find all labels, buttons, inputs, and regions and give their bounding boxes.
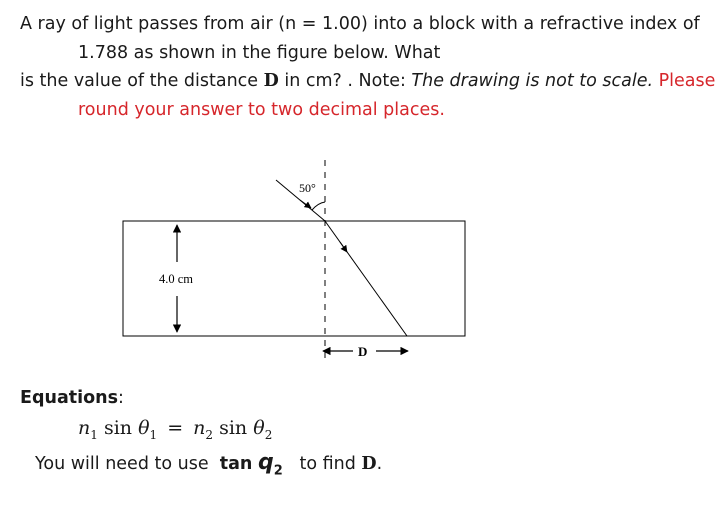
formula-sin1: sin [103,417,133,439]
formula-n2-sub: 2 [205,427,214,442]
hint-q2 [257,450,283,479]
hint-q: q [257,450,274,475]
formula-theta1: θ [138,417,150,439]
incidence-angle-arc [312,202,325,210]
thickness-label: 4.0 cm [159,272,194,286]
hint-text-a: You will need to use [35,454,209,474]
equations-heading [20,388,124,408]
formula-n1: n [78,417,91,439]
hint-q-sub: 2 [273,463,283,479]
question-instruction-red-2: round your answer to two decimal places. [78,100,445,120]
question-text-2: 1.788 as shown in the figure below. What [78,43,441,63]
incident-ray-arrow [300,200,311,208]
snell-law-formula [78,417,272,442]
question-text-3b: in cm? . Note: [278,71,412,91]
question-text-1: A ray of light passes from air (n = 1.00) into a block with a refractive index of [20,14,700,34]
question-variable-D: D [263,71,279,91]
formula-theta2-sub: 2 [264,427,273,442]
formula-equals: = [167,417,184,439]
equations-heading-colon: : [118,388,124,408]
question-text-3a: is the value of the distance [20,71,264,91]
hint-text-b: to find [299,454,356,474]
formula-n2: n [193,417,206,439]
formula-n1-sub: 1 [90,427,98,442]
question-note-italic: The drawing is not to scale. [411,71,654,91]
refracted-ray [325,221,407,336]
refracted-ray-arrow [340,242,347,252]
question-instruction-red-1: Please [658,71,715,91]
hint-tan: tan [219,454,253,474]
formula-sin2: sin [219,417,248,439]
hint-period: . [376,454,383,474]
equations-heading-text: Equations [20,388,119,408]
distance-label: D [358,344,368,359]
formula-theta2: θ [253,417,265,439]
hint-variable-D: D [361,454,377,474]
formula-theta1-sub: 1 [149,427,158,442]
angle-label: 50° [299,181,316,195]
hint-line [35,450,382,478]
